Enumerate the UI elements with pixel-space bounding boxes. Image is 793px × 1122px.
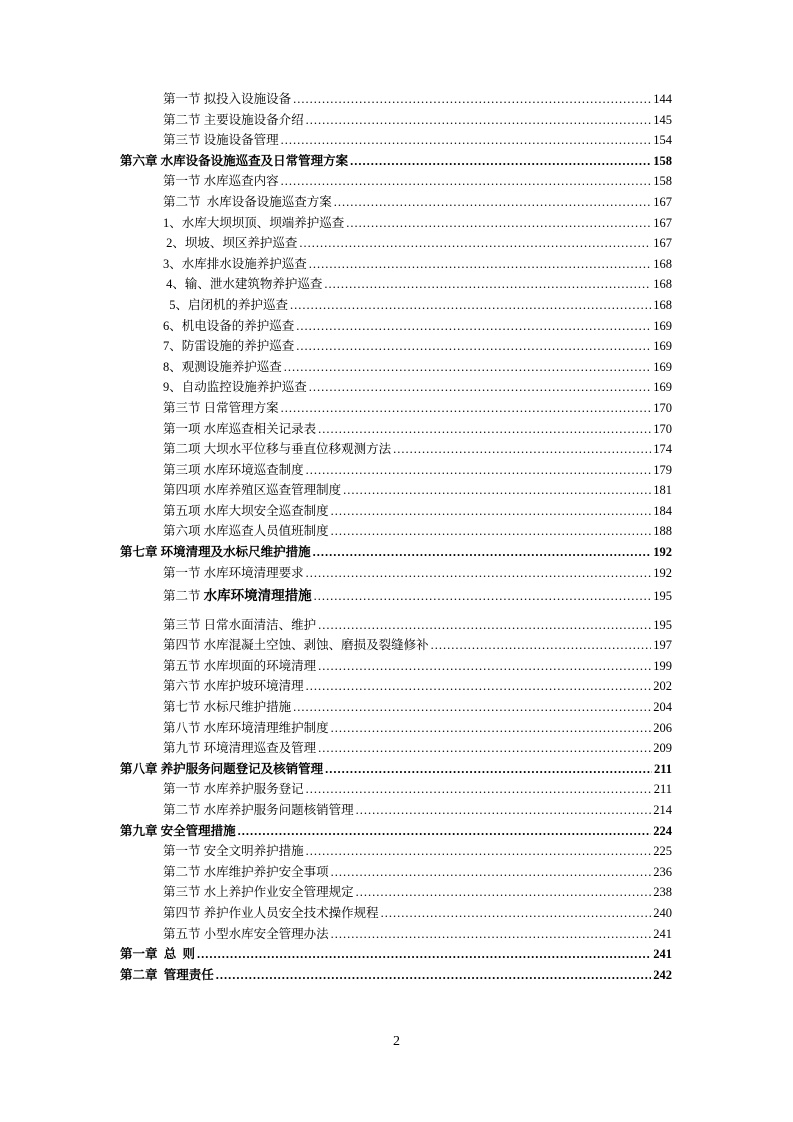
toc-entry[interactable] xyxy=(120,319,672,333)
dot-leader xyxy=(306,679,652,693)
toc-entry-title: 1、水库大坝坝顶、坝端养护巡查 xyxy=(163,215,345,230)
dot-leader xyxy=(306,782,652,796)
toc-entry-title: 第四节 水库混凝土空蚀、剥蚀、磨损及裂缝修补 xyxy=(163,638,429,653)
toc-entry-title: 第五节 小型水库安全管理办法 xyxy=(163,926,329,941)
toc-entry-page: 206 xyxy=(653,720,672,735)
dot-leader xyxy=(309,380,651,394)
toc-entry-title: 第三节 日常管理方案 xyxy=(163,400,279,415)
toc-entry-title: 4、输、泄水建筑物养护巡查 xyxy=(163,277,323,292)
toc-entry[interactable] xyxy=(120,906,672,920)
toc-entry[interactable] xyxy=(120,154,672,168)
toc-entry-title: 第一节 安全文明养护措施 xyxy=(163,844,304,859)
dot-leader xyxy=(238,824,652,838)
dot-leader xyxy=(334,195,651,209)
toc-entry[interactable] xyxy=(120,927,672,941)
toc-entry-title xyxy=(163,589,312,603)
dot-leader xyxy=(314,589,652,603)
toc-entry-page: 192 xyxy=(653,565,672,580)
toc-entry[interactable] xyxy=(120,566,672,580)
toc-entry[interactable] xyxy=(120,589,672,603)
dot-leader xyxy=(306,566,652,580)
toc-entry-title: 第二章 管理责任 xyxy=(120,967,214,982)
toc-entry[interactable] xyxy=(120,968,672,982)
toc-entry-title: 第一节 水库巡查内容 xyxy=(163,174,279,189)
toc-entry[interactable] xyxy=(120,422,672,436)
toc-entry[interactable] xyxy=(120,277,672,291)
toc-entry-page: 184 xyxy=(653,503,672,518)
dot-leader xyxy=(431,638,652,652)
toc-entry-title: 第三项 水库环境巡查制度 xyxy=(163,462,304,477)
dot-leader xyxy=(299,236,651,250)
toc-entry-page: 145 xyxy=(653,112,672,127)
toc-entry[interactable] xyxy=(120,618,672,632)
toc-entry[interactable] xyxy=(120,195,672,209)
toc-entry[interactable] xyxy=(120,844,672,858)
toc-entry[interactable] xyxy=(120,216,672,230)
toc-entry-title: 第三节 设施设备管理 xyxy=(163,133,279,148)
dot-leader xyxy=(331,865,652,879)
toc-entry[interactable] xyxy=(120,741,672,755)
toc-entry-page: 169 xyxy=(653,339,672,354)
toc-entry[interactable] xyxy=(120,947,672,961)
toc-entry-title: 第二节 水库维护养护安全事项 xyxy=(163,864,329,879)
toc-entry[interactable] xyxy=(120,659,672,673)
dot-leader xyxy=(346,216,651,230)
toc-entry-page: 195 xyxy=(653,617,672,632)
toc-entry[interactable] xyxy=(120,885,672,899)
table-of-contents xyxy=(120,92,672,988)
toc-entry[interactable] xyxy=(120,700,672,714)
toc-entry[interactable] xyxy=(120,236,672,250)
toc-entry-page: 144 xyxy=(653,92,672,106)
toc-entry[interactable] xyxy=(120,257,672,271)
toc-entry-page: 168 xyxy=(653,277,672,292)
toc-entry[interactable] xyxy=(120,638,672,652)
toc-entry-title: 第五节 水库坝面的环境清理 xyxy=(163,658,317,673)
toc-entry-page: 211 xyxy=(653,761,672,776)
toc-entry-page: 241 xyxy=(653,926,672,941)
toc-entry-page: 202 xyxy=(653,679,672,694)
toc-entry-page: 154 xyxy=(653,133,672,148)
toc-entry-title: 9、自动监控设施养护巡查 xyxy=(163,380,307,395)
toc-entry-page: 238 xyxy=(653,885,672,900)
toc-entry-title: 第二项 大坝水平位移与垂直位移观测方法 xyxy=(163,442,392,457)
toc-entry-page: 204 xyxy=(653,700,672,715)
toc-entry[interactable] xyxy=(120,504,672,518)
toc-entry-page: 224 xyxy=(653,823,672,838)
toc-entry[interactable] xyxy=(120,483,672,497)
toc-entry-page: 169 xyxy=(653,318,672,333)
toc-entry-title: 第七章 环境清理及水标尺维护措施 xyxy=(120,545,311,560)
toc-entry-page: 169 xyxy=(653,359,672,374)
toc-entry-page: 170 xyxy=(653,421,672,436)
toc-entry-page: 170 xyxy=(653,400,672,415)
toc-entry-title: 3、水库排水设施养护巡查 xyxy=(163,256,307,271)
toc-entry-title: 第六章 水库设备设施巡查及日常管理方案 xyxy=(120,153,349,168)
toc-entry-title: 第八章 养护服务问题登记及核销管理 xyxy=(120,761,324,776)
toc-entry-page: 158 xyxy=(653,174,672,189)
dot-leader xyxy=(216,968,651,982)
toc-entry-page: 199 xyxy=(653,658,672,673)
toc-entry[interactable] xyxy=(120,113,672,127)
toc-entry[interactable] xyxy=(120,545,672,559)
toc-entry-title: 第一节 水库环境清理要求 xyxy=(163,565,304,580)
toc-entry-title: 2、坝坡、坝区养护巡查 xyxy=(163,236,298,251)
dot-leader xyxy=(296,319,651,333)
toc-entry-page: 181 xyxy=(653,483,672,498)
dot-leader xyxy=(331,927,652,941)
toc-entry[interactable] xyxy=(120,762,672,776)
dot-leader xyxy=(290,298,651,312)
toc-entry[interactable] xyxy=(120,824,672,838)
toc-entry-page: 168 xyxy=(653,297,672,312)
toc-entry[interactable] xyxy=(120,803,672,817)
toc-entry-title: 第一节 水库养护服务登记 xyxy=(163,782,304,797)
toc-entry-page: 167 xyxy=(653,236,672,251)
toc-entry-page: 195 xyxy=(653,588,672,603)
toc-entry-title: 第四节 养护作业人员安全技术操作规程 xyxy=(163,905,379,920)
dot-leader xyxy=(356,803,652,817)
dot-leader xyxy=(293,700,651,714)
toc-entry-page: 214 xyxy=(653,803,672,817)
toc-entry[interactable] xyxy=(120,360,672,374)
dot-leader xyxy=(318,659,651,673)
toc-entry-title: 第一节 拟投入设施设备 xyxy=(163,92,292,106)
dot-leader xyxy=(313,545,652,559)
toc-entry[interactable] xyxy=(120,679,672,693)
toc-entry-title: 第九章 安全管理措施 xyxy=(120,823,236,838)
dot-leader xyxy=(318,618,651,632)
toc-entry-page: 167 xyxy=(653,215,672,230)
dot-leader xyxy=(331,721,652,735)
dot-leader xyxy=(331,504,652,518)
toc-entry-title: 第二节 主要设施设备介绍 xyxy=(163,112,304,127)
dot-leader xyxy=(324,277,651,291)
toc-entry-title: 第九节 环境清理巡查及管理 xyxy=(163,741,317,756)
toc-entry[interactable] xyxy=(120,298,672,312)
toc-entry-page: 197 xyxy=(653,638,672,653)
toc-entry-page: 192 xyxy=(653,545,672,560)
toc-entry-page: 240 xyxy=(653,905,672,920)
dot-leader xyxy=(325,762,652,776)
toc-entry[interactable] xyxy=(120,442,672,456)
dot-leader xyxy=(293,92,651,106)
dot-leader xyxy=(284,360,651,374)
toc-entry[interactable] xyxy=(120,463,672,477)
toc-entry-title: 第六节 水库护坡环境清理 xyxy=(163,679,304,694)
toc-entry-page: 209 xyxy=(653,741,672,756)
toc-entry-title: 第二节 水库养护服务问题核销管理 xyxy=(163,803,354,817)
toc-entry-title: 第一项 水库巡查相关记录表 xyxy=(163,421,317,436)
dot-leader xyxy=(343,483,651,497)
toc-entry-title: 第四项 水库养殖区巡查管理制度 xyxy=(163,483,342,498)
toc-entry[interactable] xyxy=(120,92,672,106)
toc-entry-title: 6、机电设备的养护巡查 xyxy=(163,318,295,333)
toc-entry[interactable] xyxy=(120,380,672,394)
toc-entry-page: 236 xyxy=(653,864,672,879)
toc-entry[interactable] xyxy=(120,721,672,735)
toc-entry-page: 188 xyxy=(653,524,672,539)
toc-entry[interactable] xyxy=(120,401,672,415)
toc-entry-title: 第二节 水库设备设施巡查方案 xyxy=(163,194,332,209)
dot-leader xyxy=(306,463,652,477)
toc-entry[interactable] xyxy=(120,524,672,538)
toc-entry-title: 第三节 水上养护作业安全管理规定 xyxy=(163,885,354,900)
dot-leader xyxy=(393,442,651,456)
toc-entry-page: 241 xyxy=(653,947,672,962)
toc-entry[interactable] xyxy=(120,133,672,147)
dot-leader xyxy=(381,906,652,920)
toc-entry-title: 5、启闭机的养护巡查 xyxy=(163,297,289,312)
toc-entry[interactable] xyxy=(120,174,672,188)
toc-entry-page: 225 xyxy=(653,844,672,859)
toc-entry-title: 第一章 总 则 xyxy=(120,947,196,962)
toc-entry-title: 第六项 水库巡查人员值班制度 xyxy=(163,524,329,539)
toc-entry-page: 174 xyxy=(653,442,672,457)
toc-entry-page: 242 xyxy=(653,967,672,982)
toc-entry-page: 169 xyxy=(653,380,672,395)
toc-entry-title: 7、防雷设施的养护巡查 xyxy=(163,339,295,354)
toc-entry-page: 168 xyxy=(653,256,672,271)
toc-entry-title-part: 第二节 xyxy=(163,588,204,603)
toc-entry[interactable] xyxy=(120,339,672,353)
toc-entry-title: 第八节 水库环境清理维护制度 xyxy=(163,720,329,735)
toc-entry[interactable] xyxy=(120,782,672,796)
dot-leader xyxy=(356,885,652,899)
dot-leader xyxy=(197,947,651,961)
dot-leader xyxy=(296,339,651,353)
dot-leader xyxy=(331,524,652,538)
toc-entry-title-part: 水库环境清理措施 xyxy=(203,587,312,603)
dot-leader xyxy=(309,257,651,271)
dot-leader xyxy=(318,422,651,436)
toc-entry-page: 158 xyxy=(653,153,672,168)
dot-leader xyxy=(281,401,652,415)
dot-leader xyxy=(306,844,652,858)
toc-entry-title: 第七节 水标尺维护措施 xyxy=(163,700,292,715)
toc-entry-page: 211 xyxy=(653,782,672,797)
dot-leader xyxy=(281,133,652,147)
toc-entry-page: 167 xyxy=(653,194,672,209)
toc-entry[interactable] xyxy=(120,865,672,879)
toc-entry-page: 179 xyxy=(653,462,672,477)
dot-leader xyxy=(350,154,651,168)
toc-entry-title: 第三节 日常水面清洁、维护 xyxy=(163,617,317,632)
dot-leader xyxy=(281,174,652,188)
toc-entry-title: 8、观测设施养护巡查 xyxy=(163,359,282,374)
dot-leader xyxy=(318,741,651,755)
toc-entry-title: 第五项 水库大坝安全巡查制度 xyxy=(163,503,329,518)
page-number: 2 xyxy=(393,1034,400,1049)
dot-leader xyxy=(306,113,652,127)
